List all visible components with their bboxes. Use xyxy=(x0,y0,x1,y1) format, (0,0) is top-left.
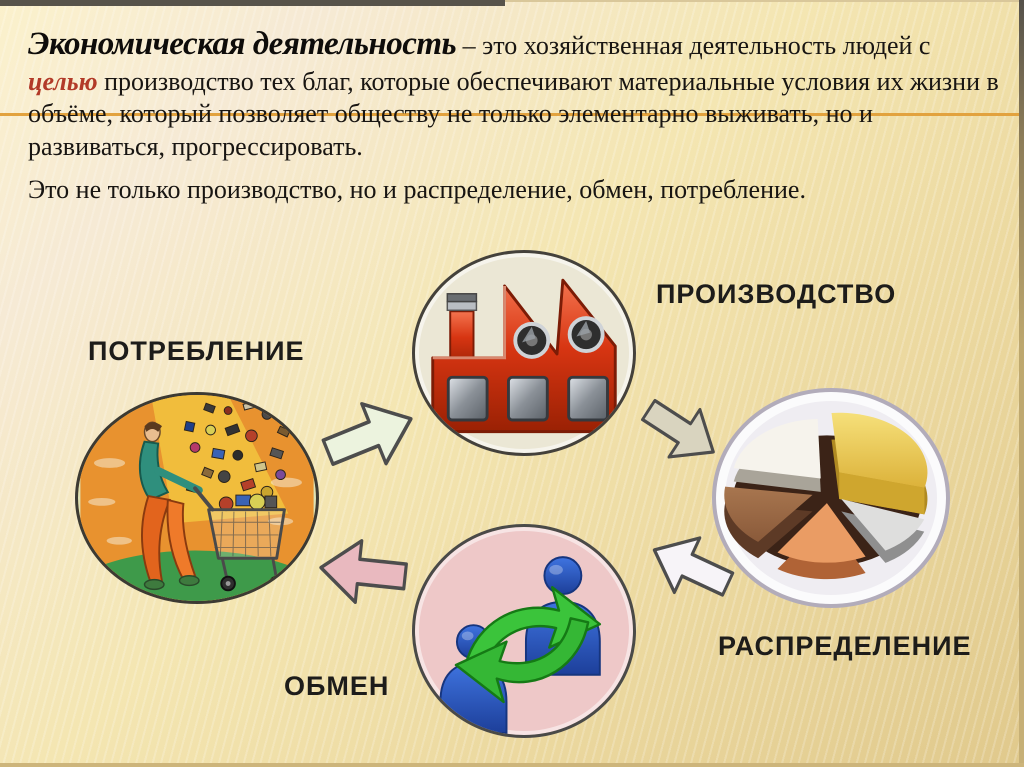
shopper-cart-icon xyxy=(78,395,316,601)
pie-slice-yellow xyxy=(832,413,928,515)
consumption-label: ПОТРЕБЛЕНИЕ xyxy=(88,336,305,366)
distribution-node xyxy=(712,388,950,608)
bottom-edge-strip xyxy=(0,763,1024,767)
top-hairline xyxy=(505,0,1024,2)
exchange-node xyxy=(412,524,636,738)
note-paragraph: Это не только производство, но и распределение, обмен, потребление. xyxy=(28,174,806,204)
exchange-label: ОБМЕН xyxy=(284,671,390,701)
right-edge-strip xyxy=(1019,0,1024,767)
production-label: ПРОИЗВОДСТВО xyxy=(656,279,897,309)
consumption-node xyxy=(75,392,319,604)
arrow-exchange-to-consumption xyxy=(314,531,411,612)
arrow-consumption-to-production xyxy=(311,383,427,488)
top-dark-strip xyxy=(0,0,505,6)
definition-paragraph xyxy=(28,24,1003,164)
definition-term: Экономическая деятельность xyxy=(28,26,457,62)
pie-chart-icon xyxy=(716,392,946,604)
production-node xyxy=(412,250,636,456)
pie-slice-white xyxy=(734,419,821,492)
definition-lead: – это хозяйственная деятельность людей с xyxy=(456,31,931,60)
definition-emphasis: целью xyxy=(28,66,98,96)
factory-windows xyxy=(448,377,607,420)
factory-icon xyxy=(415,253,633,453)
people-exchange-icon xyxy=(415,527,633,735)
distribution-label: РАСПРЕДЕЛЕНИЕ xyxy=(718,631,972,661)
definition-text xyxy=(28,24,1003,217)
definition-rest: производство тех благ, которые обеспечивают материальные условия их жизни в объёме, который позволяет обществу не только элементарно выживать, но и развиваться, прогрессировать. xyxy=(28,66,999,162)
